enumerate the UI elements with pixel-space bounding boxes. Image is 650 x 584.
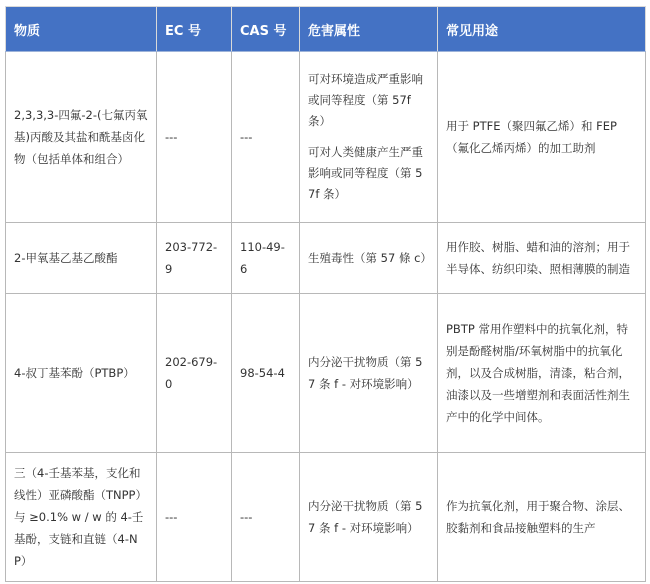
table-row [6,294,646,453]
cell-common-use: 用作胶、树脂、蜡和油的溶剂；用于半导体、纺织印染、照相薄膜的制造 [438,223,646,294]
cell-ec-number: --- [157,453,232,582]
header-ec-number: EC 号 [157,7,232,52]
cell-cas-number: 110-49-6 [232,223,300,294]
hazard-human-health: 可对人类健康产生严重影响或同等程度（第 57f 条） [308,145,423,201]
cell-substance: 4-叔丁基苯酚（PTBP） [6,294,157,453]
cell-ec-number: 203-772-9 [157,223,232,294]
cell-substance: 2-甲氧基乙基乙酸酯 [6,223,157,294]
cell-cas-number: 98-54-4 [232,294,300,453]
header-hazard: 危害属性 [300,7,438,52]
cell-ec-number: 202-679-0 [157,294,232,453]
cell-cas-number: --- [232,52,300,223]
hazard-environment: 可对环境造成严重影响或同等程度（第 57f 条） [308,72,423,128]
header-cas-number: CAS 号 [232,7,300,52]
table-row [6,223,646,294]
table-header-row [6,7,646,52]
header-substance: 物质 [6,7,157,52]
cell-substance: 三（4-壬基苯基，支化和线性）亚磷酸酯（TNPP）与 ≥0.1% w / w 的 4-壬基酚，支链和直链（4-NP） [6,453,157,582]
header-common-use: 常见用途 [438,7,646,52]
table-row [6,52,646,223]
cell-hazard [300,52,438,223]
cell-common-use: 作为抗氧化剂，用于聚合物、涂层、胶黏剂和食品接触塑料的生产 [438,453,646,582]
svhc-table [5,6,646,582]
cell-hazard: 内分泌干扰物质（第 57 条 f - 对环境影响） [300,453,438,582]
cell-cas-number: --- [232,453,300,582]
cell-ec-number: --- [157,52,232,223]
cell-common-use: PBTP 常用作塑料中的抗氧化剂，特别是酚醛树脂/环氧树脂中的抗氧化剂，以及合成树脂，清漆，粘合剂，油漆以及一些增塑剂和表面活性剂生产中的化学中间体。 [438,294,646,453]
table-row [6,453,646,582]
cell-hazard: 生殖毒性（第 57 條 c） [300,223,438,294]
cell-substance: 2,3,3,3-四氟-2-(七氟丙氧基)丙酸及其盐和酰基卤化物（包括单体和组合） [6,52,157,223]
cell-common-use: 用于 PTFE（聚四氟乙烯）和 FEP（氟化乙烯丙烯）的加工助剂 [438,52,646,223]
cell-hazard: 内分泌干扰物质（第 57 条 f - 对环境影响） [300,294,438,453]
